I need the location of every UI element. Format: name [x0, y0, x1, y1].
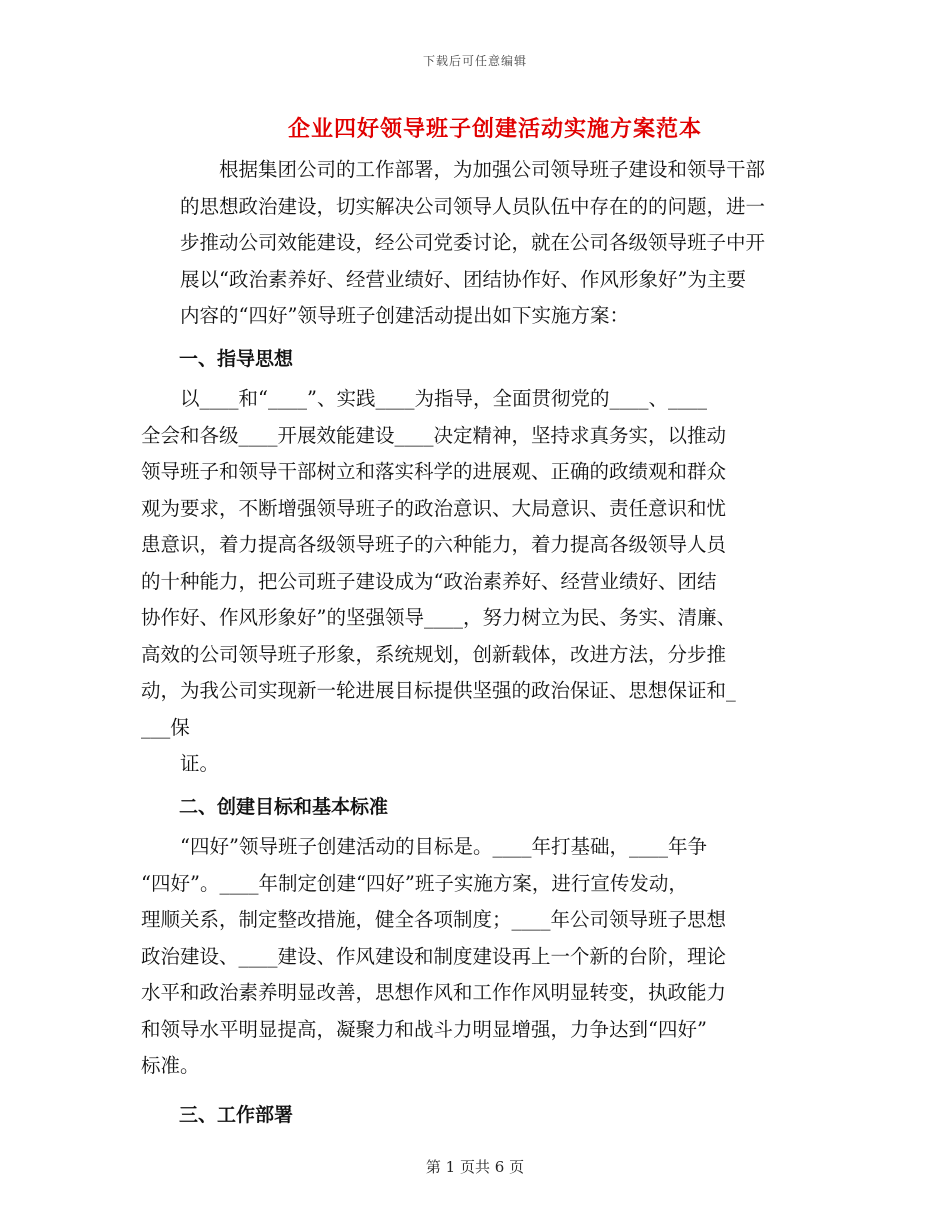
text-line: 领导班子和领导干部树立和落实科学的进展观、正确的政绩观和群众: [141, 460, 727, 483]
text-line: 水平和政治素养明显改善，思想作风和工作作风明显转变，执政能力: [141, 981, 727, 1004]
text-line: 标准。: [141, 1054, 200, 1077]
text-line: 以____和“____”、实践____为指导，全面贯彻党的____、____: [180, 387, 707, 410]
text-line: “四好”领导班子创建活动的目标是。____年打基础，____年争: [180, 835, 707, 858]
text-line: 展以“政治素养好、经营业绩好、团结协作好、作风形象好”为主要: [180, 267, 746, 291]
document-title: 企业四好领导班子创建活动实施方案范本: [287, 116, 702, 142]
intro-paragraph: [141, 152, 811, 335]
page-number-footer: 第 1 页共 6 页: [425, 1158, 525, 1176]
text-line: 政治建设、____建设、作风建设和制度建设再上一个新的台阶，理论: [141, 944, 727, 968]
text-line: “四好”。____年制定创建“四好”班子实施方案，进行宣传发动，: [141, 871, 688, 895]
text-line: 观为要求，不断增强领导班子的政治意识、大局意识、责任意识和忧: [141, 496, 727, 520]
text-line: 高效的公司领导班子形象，系统规划，创新载体，改进方法，分步推: [141, 642, 727, 666]
page-header-note: 下载后可任意编辑: [422, 54, 527, 68]
text-line: 内容的“四好”领导班子创建活动提出如下实施方案：: [180, 304, 629, 327]
document-body: [141, 152, 811, 1137]
section-heading-guiding-ideology: 一、指导思想: [179, 347, 294, 370]
text-line: 的思想政治建设，切实解决公司领导人员队伍中存在的的问题，进一: [180, 194, 766, 218]
text-line: 动，为我公司实现新一轮进展目标提供坚强的政治保证、思想保证和_: [141, 679, 736, 702]
text-line: 和领导水平明显提高，凝聚力和战斗力明显增强，力争达到“四好”: [141, 1017, 707, 1041]
text-line: 的十种能力，把公司班子建设成为“政治素养好、经营业绩好、团结: [141, 569, 717, 593]
text-line: 根据集团公司的工作部署，为加强公司领导班子建设和领导干部: [219, 158, 766, 181]
text-line: 协作好、作风形象好”的坚强领导____，努力树立为民、务实、清廉、: [141, 606, 736, 629]
text-line: 证。: [180, 752, 220, 775]
text-line: ___保: [141, 715, 190, 739]
text-line: 理顺关系，制定整改措施，健全各项制度；____年公司领导班子思想: [141, 908, 727, 931]
text-line: 患意识，着力提高各级领导班子的六种能力，着力提高各级领导人员: [141, 533, 727, 556]
section-heading-work-deployment: 三、工作部署: [179, 1103, 294, 1126]
section-heading-goals-standards: 二、创建目标和基本标准: [179, 795, 389, 818]
text-line: 步推动公司效能建设，经公司党委讨论，就在公司各级领导班子中开: [180, 231, 766, 254]
section1-paragraph: [141, 381, 811, 783]
section2-paragraph: [141, 829, 811, 1085]
text-line: 全会和各级____开展效能建设____决定精神，坚持求真务实，以推动: [141, 423, 727, 447]
